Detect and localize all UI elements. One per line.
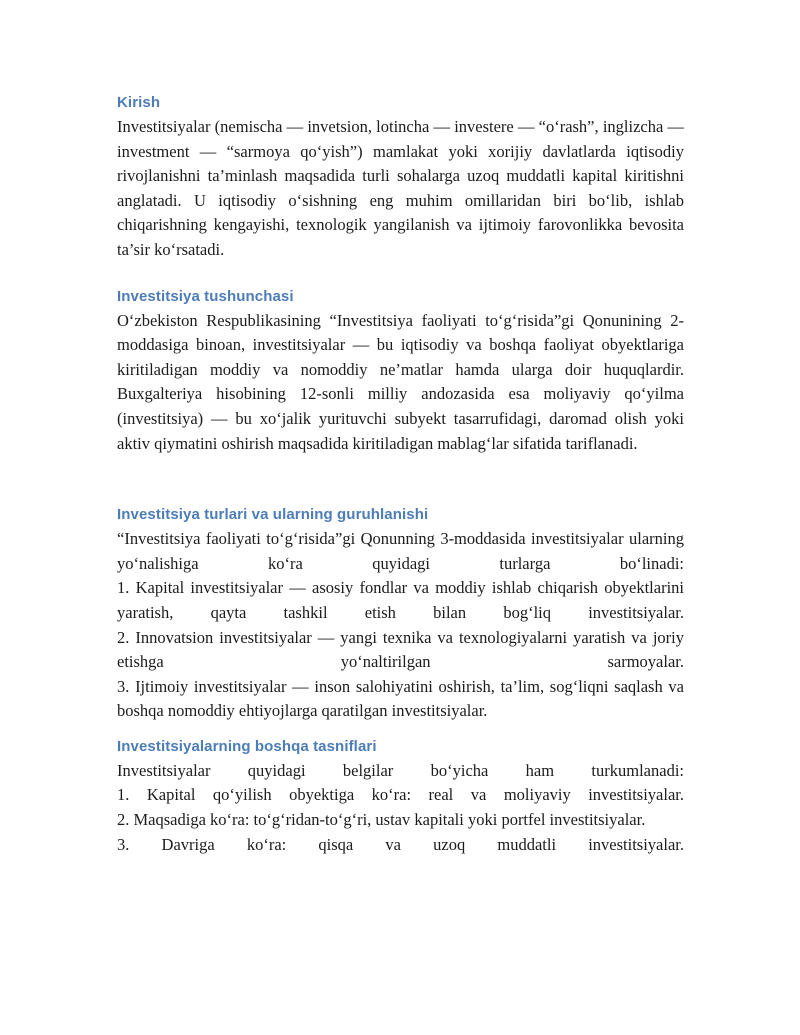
paragraph-tasniflari-intro: Investitsiyalar quyidagi belgilar bo‘yicha ham turkumlanadi: xyxy=(117,760,684,780)
list-item-ijtimoiy-investitsiyalar: 3. Ijtimoiy investitsiyalar — inson salohiyatini oshirish, ta’lim, sog‘liqni saqlash va boshqa nomoddiy ehtiyojlarga qaratilgan investitsiyalar. xyxy=(117,676,684,721)
list-item-davriga-kora: 3. Davriga ko‘ra: qisqa va uzoq muddatli investitsiyalar. xyxy=(117,834,684,854)
paragraph-turlari-intro: “Investitsiya faoliyati to‘g‘risida”gi Qonunning 3-moddasida investitsiyalar ularning yo‘nalishiga ko‘ra quyidagi turlarga bo‘linadi: xyxy=(117,529,684,573)
section-heading-kirish: Kirish xyxy=(117,94,161,111)
list-item-innovatsion-investitsiyalar: 2. Innovatsion investitsiyalar — yangi texnika va texnologiyalarni yaratish va joriy etishga yo‘naltirilgan sarmoyalar. xyxy=(117,627,684,672)
paragraph-tushunchasi: O‘zbekiston Respublikasining “Investitsiya faoliyati to‘g‘risida”gi Qonunining 2-moddasiga binoan, investitsiyalar — bu iqtisodiy va boshqa faoliyat obyektlariga kiritiladigan moddiy va nomoddiy ne’matlar hamda ularga doir huquqlardir. Buxgalteriya hisobining 12-sonli milliy andozasida esa moliyaviy qo‘yilma (investitsiya) — bu xo‘jalik yurituvchi subyekt tasarrufidagi, daromad olish yoki aktiv qiymatini oshirish maqsadida kiritiladigan mablag‘lar sifatida tariflanadi. xyxy=(117,310,684,453)
list-item-kapital-investitsiyalar: 1. Kapital investitsiyalar — asosiy fondlar va moddiy ishlab chiqarish obyektlarini yaratish, qayta tashkil etish bilan bog‘liq investitsiyalar. xyxy=(117,578,684,622)
section-heading-tasniflari: Investitsiyalarning boshqa tasniflari xyxy=(117,737,377,755)
list-item-kapital-qoyilish: 1. Kapital qo‘yilish obyektiga ko‘ra: real va moliyaviy investitsiyalar. xyxy=(117,785,684,805)
section-tushunchasi xyxy=(117,287,684,457)
section-heading-turlari: Investitsiya turlari va ularning guruhlanishi xyxy=(117,506,429,524)
paragraph-kirish: Investitsiyalar (nemischa — invetsion, lotincha — investere — “o‘rash”, inglizcha — investment — “sarmoya qo‘yish”) mamlakat yoki xorijiy davlatlarda iqtisodiy rivojlanishni ta’minlash maqsadida turli sohalarga uzoq muddatli kapital kiritishni anglatadi. U iqtisodiy o‘sishning eng muhim omillaridan biri bo‘lib, ishlab chiqarishning kengayishi, texnologik yangilanish va ijtimoiy farovonlikka bevosita ta’sir ko‘rsatadi. xyxy=(117,117,684,259)
section-turlari xyxy=(117,505,684,724)
list-item-maqsadiga-kora: 2. Maqsadiga ko‘ra: to‘g‘ridan-to‘g‘ri, ustav kapitali yoki portfel investitsiyalar. xyxy=(117,810,646,830)
section-heading-tushunchasi: Investitsiya tushunchasi xyxy=(117,287,294,305)
section-kirish xyxy=(117,93,684,263)
section-tasniflari xyxy=(117,737,684,857)
